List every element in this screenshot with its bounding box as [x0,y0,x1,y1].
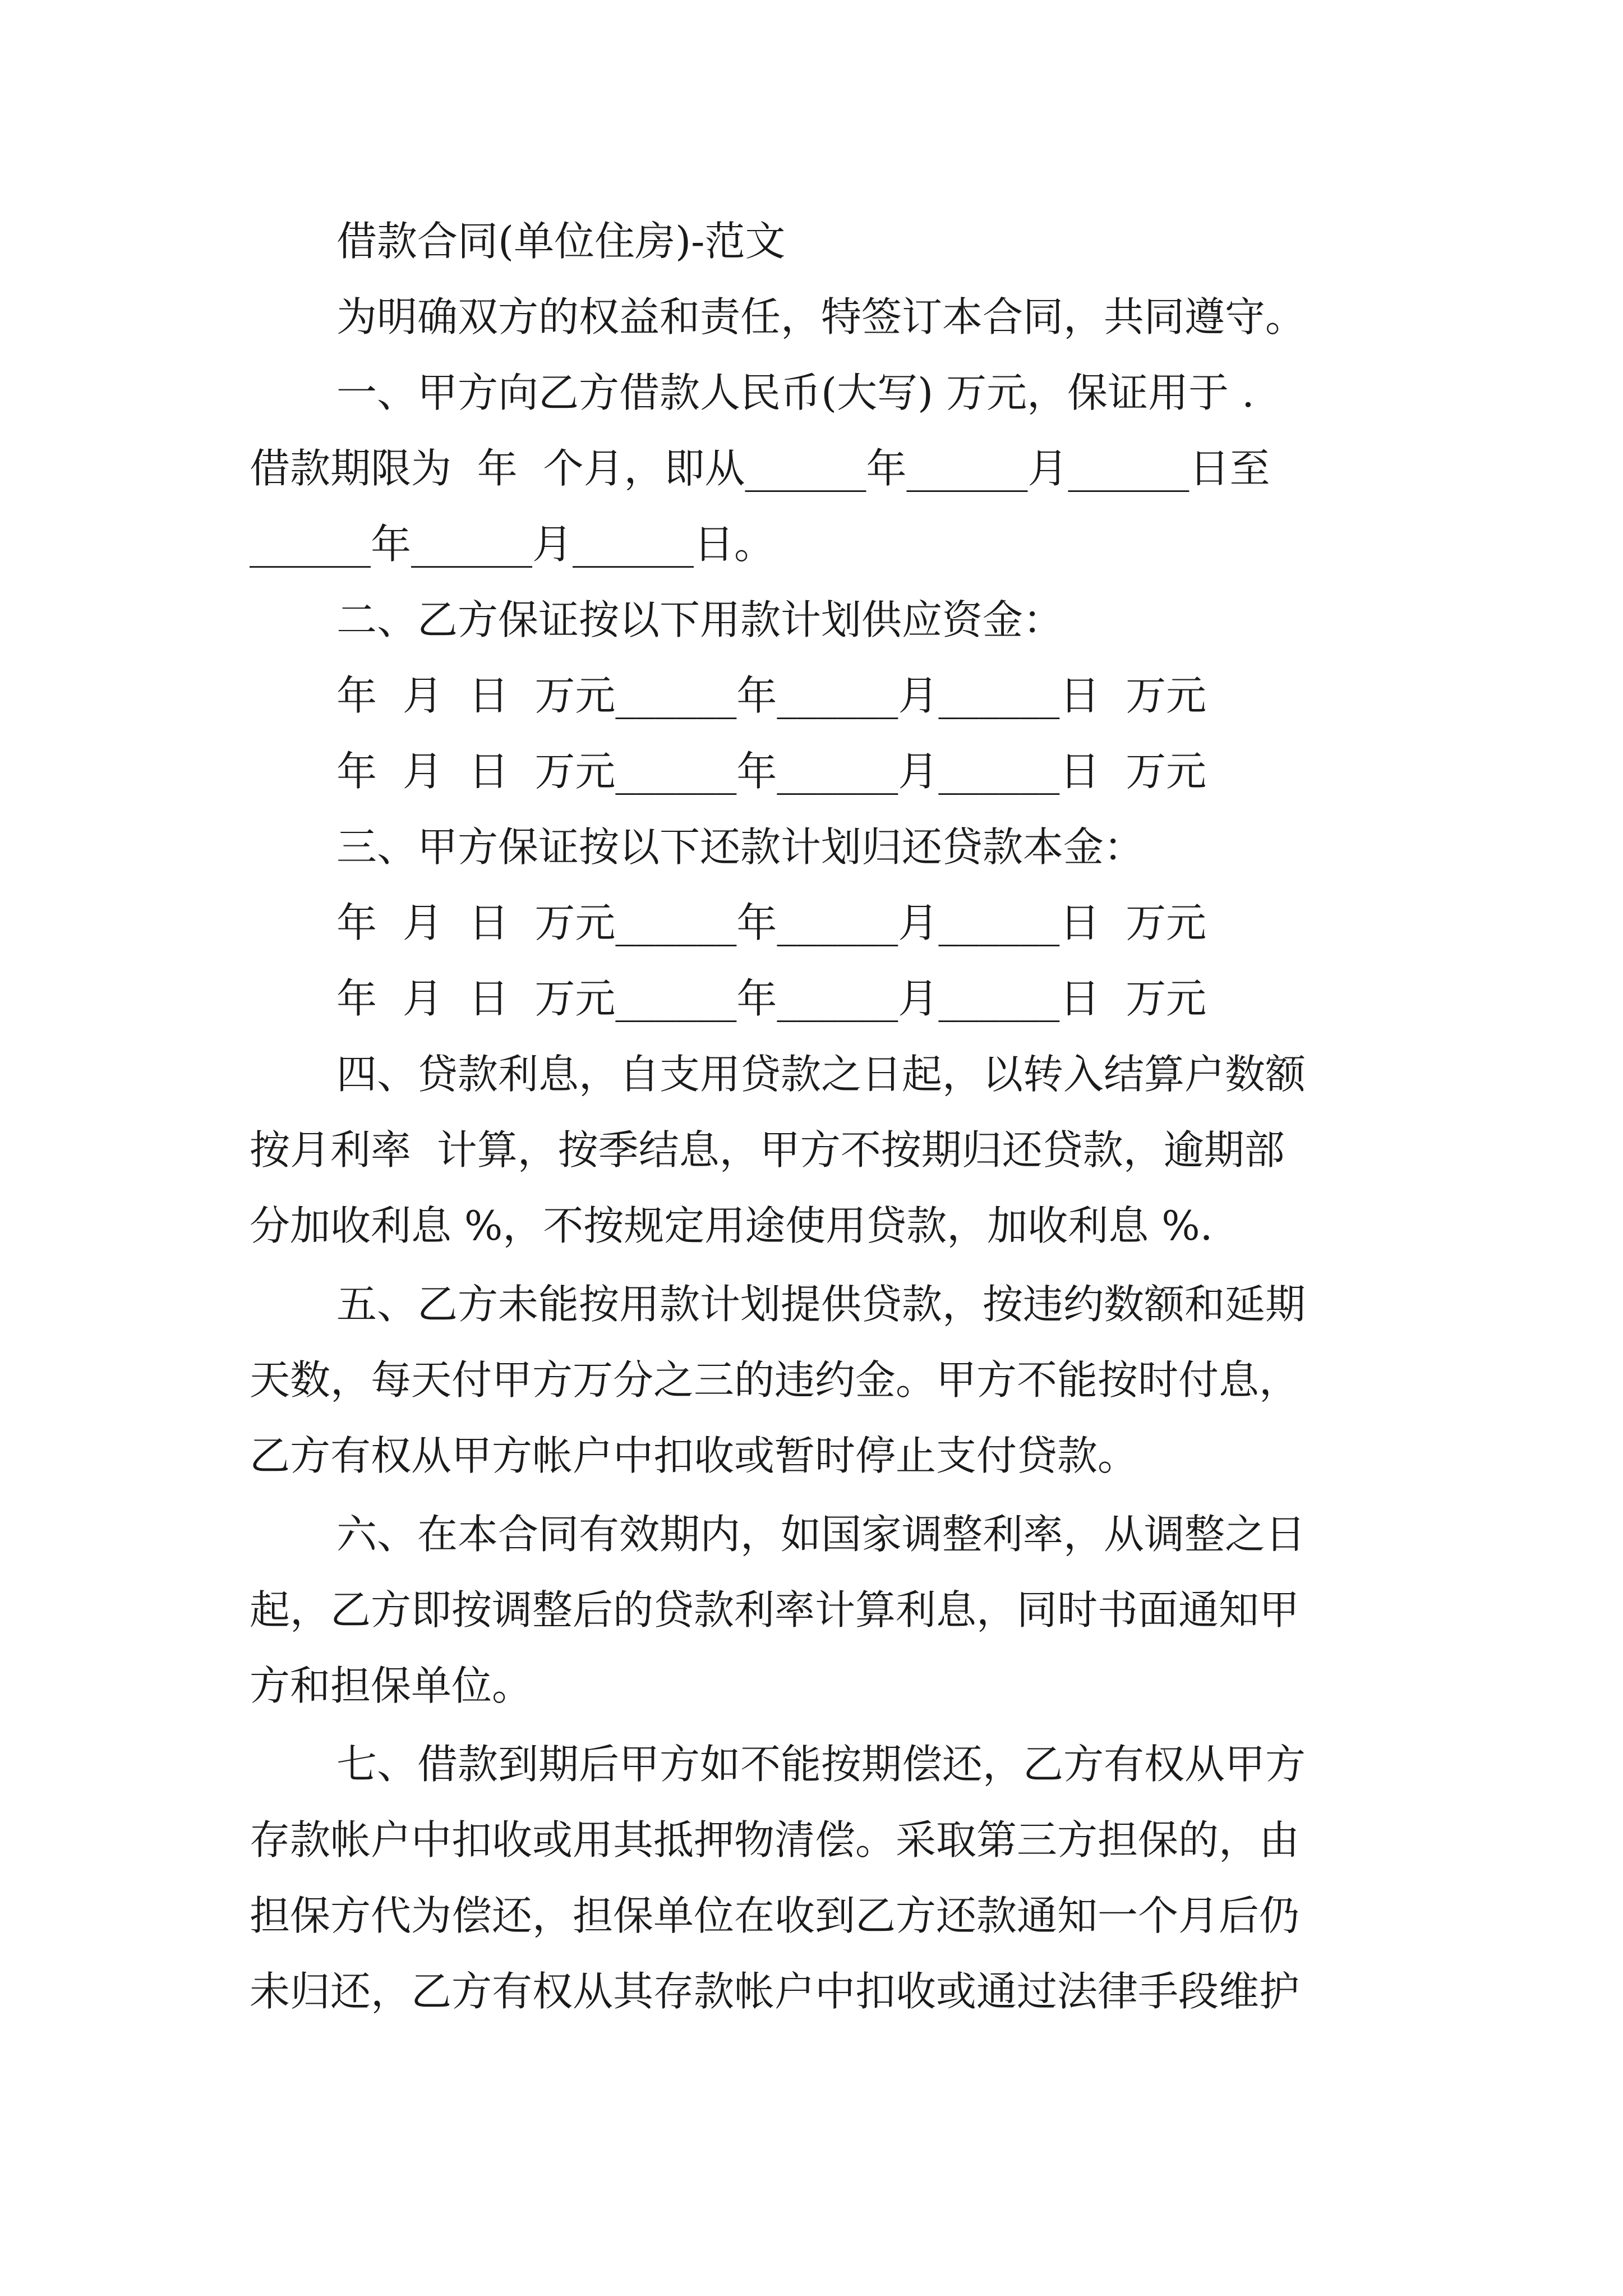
clause-5-line-3: 乙方有权从甲方帐户中扣收或暂时停止支付贷款。 [250,1432,1138,1479]
clause-5-line-1: 五、乙方未能按用款计划提供贷款，按违约数额和延期 [336,1281,1306,1328]
document-title: 借款合同(单位住房)-范文 [336,218,786,265]
clause-7-line-1: 七、借款到期后甲方如不能按期偿还，乙方有权从甲方 [336,1741,1306,1788]
clause-6-line-1: 六、在本合同有效期内，如国家调整利率，从调整之日 [336,1511,1306,1558]
paragraph-line: 为明确双方的权益和责任，特签订本合同，共同遵守。 [336,293,1306,341]
clause-1-line-1: 一、甲方向乙方借款人民币(大写) 万元，保证用于 . [336,369,1255,416]
clause-2-row-1: 年 月 日 万元______年______月______日 万元 [336,672,1207,719]
clause-2-row-2: 年 月 日 万元______年______月______日 万元 [336,748,1207,795]
clause-7-line-2: 存款帐户中扣收或用其抵押物清偿。采取第三方担保的，由 [250,1816,1300,1864]
clause-4-line-2: 按月利率 计算，按季结息，甲方不按期归还贷款，逾期部 [250,1126,1285,1174]
clause-3-row-2: 年 月 日 万元______年______月______日 万元 [336,975,1207,1022]
clause-5-line-2: 天数，每天付甲方万分之三的违约金。甲方不能按时付息， [250,1356,1300,1404]
clause-4-line-1: 四、贷款利息，自支用贷款之日起，以转入结算户数额 [336,1051,1306,1098]
clause-7-line-3: 担保方代为偿还，担保单位在收到乙方还款通知一个月后仍 [250,1892,1300,1939]
clause-2-heading: 二、乙方保证按以下用款计划供应资金： [336,596,1064,643]
clause-1-line-2: 借款期限为 年 个月，即从______年______月______日至 [250,445,1270,492]
clause-6-line-3: 方和担保单位。 [250,1662,533,1709]
clause-1-line-3: ______年______月______日。 [250,521,775,568]
clause-4-line-3: 分加收利息 %，不按规定用途使用贷款，加收利息 %. [250,1202,1213,1249]
clause-3-heading: 三、甲方保证按以下还款计划归还贷款本金： [336,823,1145,871]
clause-6-line-2: 起，乙方即按调整后的贷款利率计算利息，同时书面通知甲 [250,1586,1300,1634]
clause-3-row-1: 年 月 日 万元______年______月______日 万元 [336,899,1207,946]
clause-7-line-4: 未归还，乙方有权从其存款帐户中扣收或通过法律手段维护 [250,1968,1300,2015]
